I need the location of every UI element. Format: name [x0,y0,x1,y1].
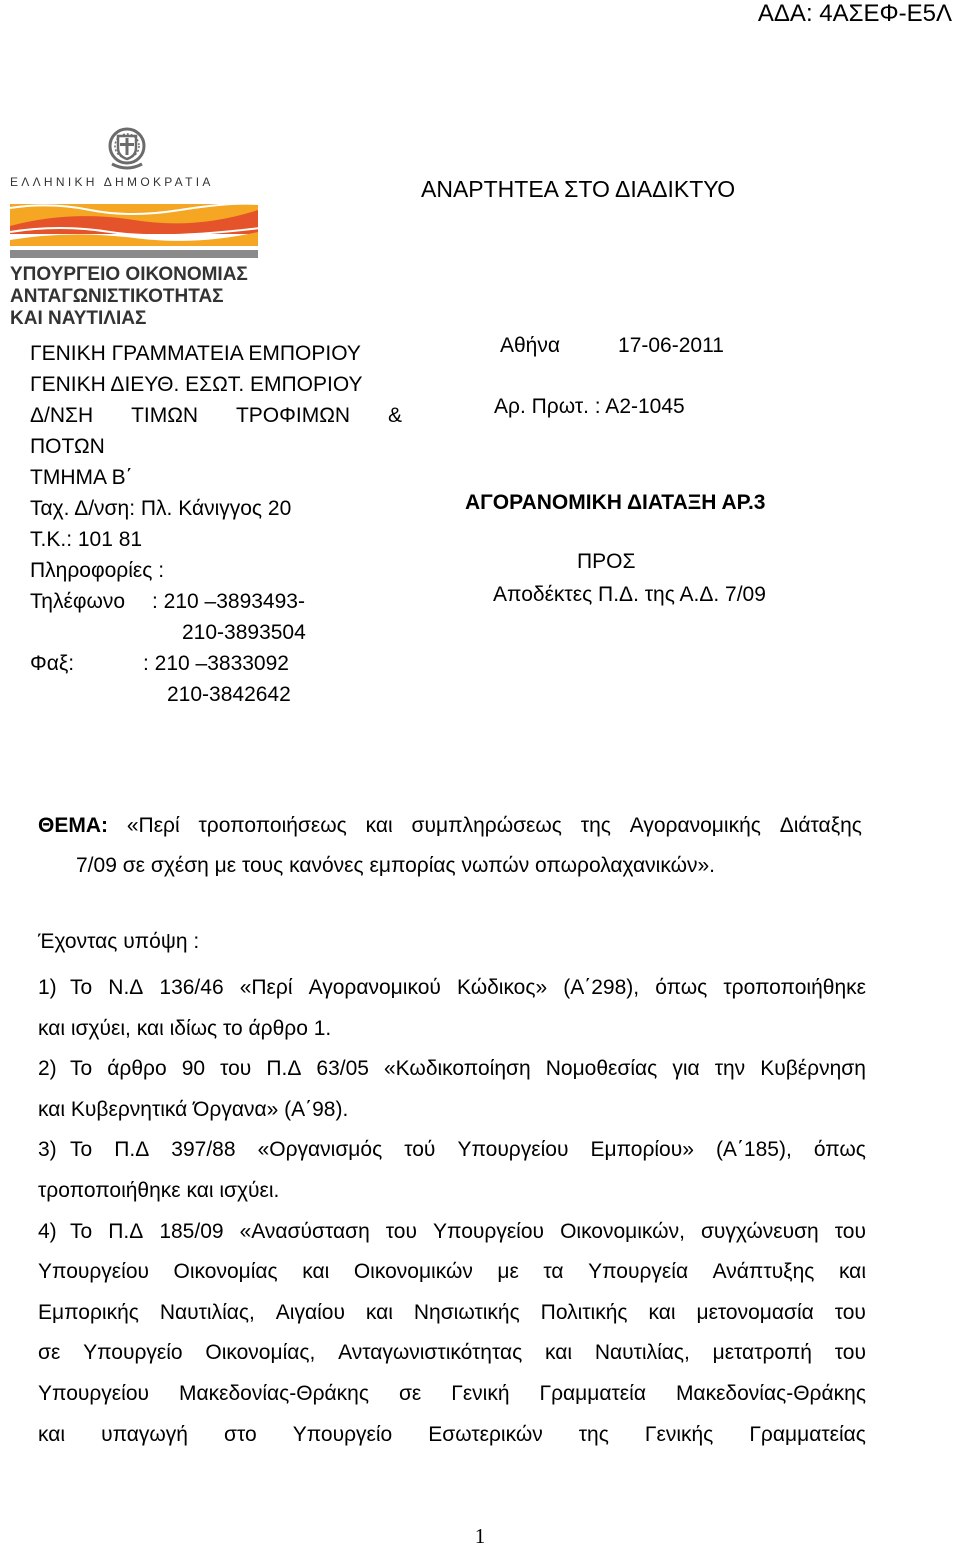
word: (Α΄298), [563,976,640,999]
word: τού [404,1138,436,1162]
list-item-first-line [38,1212,866,1253]
word: σε [398,1381,422,1405]
phone-line [30,586,402,617]
word: υπαγωγή [101,1422,188,1446]
word: όπως [813,1138,866,1162]
word: Υπουργείου [38,1381,149,1405]
word: μετονομασία [696,1300,814,1324]
fax-label: Φαξ: [30,652,75,675]
word: του [220,1057,252,1081]
list-item-first-text [70,1130,866,1171]
word: Μακεδονίας-Θράκης [178,1381,369,1405]
word: 136/46 [159,976,224,999]
subject-word: και [365,814,393,837]
word: της [578,1422,609,1446]
word: και [544,1341,573,1365]
gen-directorate: ΓΕΝΙΚΗ ΔΙΕΥΘ. ΕΣΩΤ. ΕΜΠΟΡΙΟΥ [30,373,363,396]
ministry-line-2: ΑΝΤΑΓΩΝΙΣΤΙΚΟΤΗΤΑΣ [10,286,224,307]
word: Αγορανομικού [308,976,441,999]
word: Υπουργεία [588,1260,689,1284]
word: Υπουργείο [292,1422,393,1446]
posting-notice: ΑΝΑΡΤΗΤΕΑ ΣΤΟ ΔΙΑΔΙΚΤΥΟ [421,176,736,202]
subject-word: τροποποιήσεως [198,814,347,837]
word: Πολιτικής [540,1300,628,1324]
word: Οικονομίας [173,1260,278,1284]
word: Εμπορίου» [590,1138,694,1162]
word: 63/05 [316,1057,369,1081]
page-number: 1 [474,1524,486,1548]
list-item [38,1130,866,1211]
word: Κώδικος» [456,976,548,999]
word: Αιγαίου [275,1300,345,1324]
to-label: ΠΡΟΣ [577,550,636,573]
word: Γενικής [644,1422,714,1446]
subject-word: συμπληρώσεως [411,814,562,837]
list-item-first-text [70,1212,866,1253]
list-item [38,1212,866,1456]
word: Υπουργείου [433,1219,545,1243]
word: Ναυτιλίας, [159,1300,255,1324]
word: και [302,1260,330,1284]
word: και [648,1300,676,1324]
word: μετατροπή [712,1341,812,1365]
phone-label: Τηλέφωνο [30,590,126,613]
subject-word: της [580,814,611,837]
ministry-line-1: ΥΠΟΥΡΓΕΙΟ ΟΙΚΟΝΟΜΙΑΣ [10,264,248,285]
list-item-first-text [70,1049,866,1090]
word: τα [543,1260,564,1284]
word: Π.Δ [266,1057,302,1081]
list-item-first-line [38,1130,866,1171]
address: Ταχ. Δ/νση: Πλ. Κάνιγγος 20 [30,497,292,520]
word: 185/09 [159,1219,224,1243]
word: συγχώνευση [700,1219,819,1243]
ministry-logo [8,120,263,335]
word: και [365,1300,393,1324]
word: Υπουργείου [38,1260,149,1284]
word: Ανταγωνιστικότητας [338,1341,523,1365]
word: Νομοθεσίας [545,1057,658,1081]
list-item [38,1049,866,1130]
word: 90 [181,1057,206,1081]
list-item-continuation: και ισχύει, και ιδίως το άρθρο 1. [38,1016,332,1040]
list-item-number: 3) [38,1138,57,1162]
directorate-end: ΠΟΤΩΝ [30,435,105,458]
subject-line-2: 7/09 σε σχέση με τους κανόνες εμπορίας νωπών οπωρολαχανικών». [76,854,715,877]
list-item-continuation [38,1333,866,1374]
word: Γενική [451,1381,510,1405]
decree-title: ΑΓΟΡΑΝΟΜΙΚΗ ΔΙΑΤΑΞΗ ΑΡ.3 [465,491,766,514]
protocol-number: Αρ. Πρωτ. : Α2-1045 [494,395,685,418]
subject-word: Αγορανομικής [629,814,761,837]
fax-1: : 210 –3833092 [143,652,289,675]
postal-code: Τ.Κ.: 101 81 [30,528,143,551]
republic-text: ΕΛΛΗΝΙΚΗ ΔΗΜΟΚΡΑΤΙΑ [10,175,214,189]
greek-coat-of-arms-icon [110,129,144,168]
directorate-word: ΤΙΜΩΝ [131,404,199,427]
considerations-list [38,968,866,1455]
word: Ανάπτυξης [712,1260,815,1284]
word: και [38,1422,66,1446]
list-item-number: 2) [38,1057,57,1081]
word: Οικονομίας, [205,1341,316,1365]
word: του [834,1341,866,1365]
word: Κυβέρνηση [760,1057,866,1081]
list-item [38,968,866,1049]
place-date [500,334,724,358]
word: Εμπορικής [38,1300,139,1324]
list-item-number: 1) [38,976,57,999]
word: στο [224,1422,257,1446]
directorate-word: Δ/ΝΣΗ [30,404,94,427]
word: του [834,1300,866,1324]
phone-2: 210-3893504 [182,621,306,644]
word: (Α΄185), [715,1138,792,1162]
subject [38,806,862,886]
word: Το [70,1057,93,1081]
subject-word: Διάταξης [779,814,862,837]
list-item-number: 4) [38,1219,57,1243]
word: του [834,1219,866,1243]
word: όπως [655,976,708,999]
date: 17-06-2011 [618,334,724,357]
list-item-continuation: και Κυβερνητικά Όργανα» (Α΄98). [38,1097,349,1121]
info-label: Πληροφορίες : [30,559,165,582]
directorate-line [30,400,402,431]
directorate-word: & [387,404,402,427]
list-item-first-line [38,968,866,1009]
gen-secretariat: ΓΕΝΙΚΗ ΓΡΑΜΜΑΤΕΙΑ ΕΜΠΟΡΙΟΥ [30,342,361,365]
list-item-continuation [38,1293,866,1334]
word: «Οργανισμός [257,1138,383,1162]
phone-1: : 210 –3893493- [152,590,305,613]
word: για [672,1057,700,1081]
word: Το [70,976,93,999]
word: Υπουργείο [83,1341,183,1365]
word: «Κωδικοποίηση [384,1057,531,1081]
fax-2: 210-3842642 [167,683,291,706]
list-item-continuation: τροποποιήθηκε και ισχύει. [38,1178,280,1202]
list-item-continuation [38,1374,866,1415]
word: Εσωτερικών [428,1422,543,1446]
subject-label: ΘΕΜΑ: [38,814,108,837]
word: Π.Δ [114,1138,150,1162]
word: Ν.Δ [108,976,144,999]
subject-line-1 [38,806,862,846]
ministry-line-3: ΚΑΙ ΝΑΥΤΙΛΙΑΣ [10,308,147,329]
place: Αθήνα [500,334,561,357]
word: τροποποιήθηκε [723,976,866,999]
considering-heading: Έχοντας υπόψη : [38,930,200,953]
logo-color-stripes [10,204,260,258]
list-item-first-line [38,1049,866,1090]
department: ΤΜΗΜΑ Β΄ [30,466,133,489]
word: Υπουργείου [457,1138,569,1162]
word: Το [70,1219,93,1243]
word: Ναυτιλίας, [594,1341,690,1365]
word: «Περί [239,976,293,999]
word: με [497,1260,519,1284]
list-item-first-text [70,968,866,1009]
ada-code: ΑΔΑ: 4ΑΣΕΦ-Ε5Λ [757,0,952,27]
word: Μακεδονίας-Θράκης [675,1381,866,1405]
recipients: Αποδέκτες Π.Δ. της Α.Δ. 7/09 [493,583,766,606]
list-item-continuation [38,1252,866,1293]
ministry-logo-graphic [8,120,263,335]
word: την [714,1057,746,1081]
word: του [385,1219,417,1243]
fax-line [30,648,402,679]
sender-block [30,338,402,710]
list-item-continuation [38,1415,866,1456]
word: «Ανασύσταση [239,1219,370,1243]
word: Οικονομικών [353,1260,473,1284]
word: Π.Δ [108,1219,144,1243]
subject-word: «Περί [126,814,180,837]
word: και [838,1260,866,1284]
word: Το [70,1138,93,1162]
word: σε [38,1341,61,1365]
word: άρθρο [107,1057,167,1081]
word: 397/88 [171,1138,236,1162]
directorate-word: ΤΡΟΦΙΜΩΝ [235,404,351,427]
word: Οικονομικών, [560,1219,685,1243]
word: Γραμματείας [749,1422,866,1446]
word: Γραμματεία [539,1381,646,1405]
word: Νησιωτικής [413,1300,520,1324]
